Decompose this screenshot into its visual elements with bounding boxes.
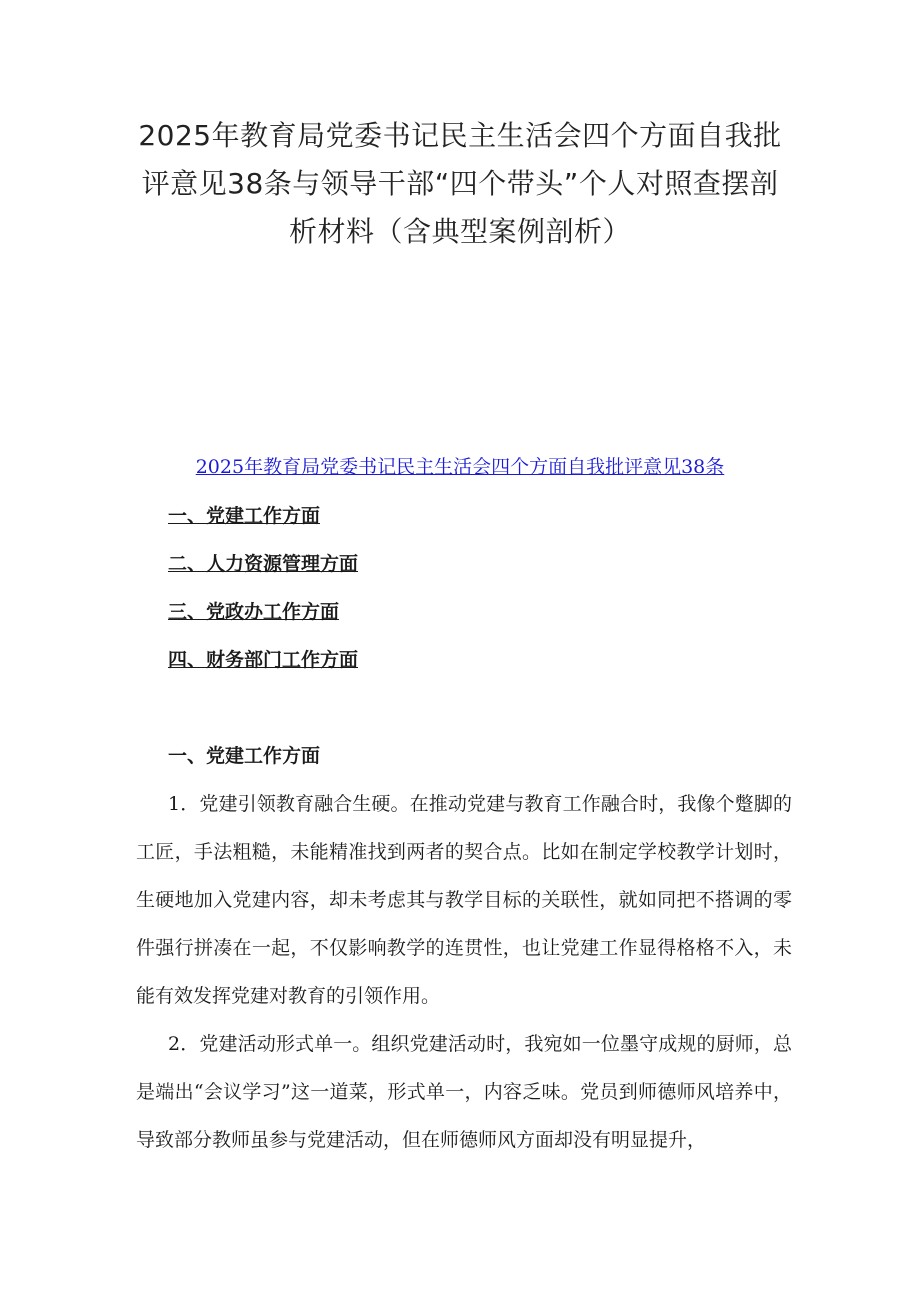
toc-heading-link[interactable]: 2025年教育局党委书记民主生活会四个方面自我批评意见38条 — [195, 456, 725, 478]
toc-item-human-resources[interactable]: 二、人力资源管理方面 — [168, 553, 359, 575]
toc-item-party-office[interactable]: 三、党政办工作方面 — [168, 601, 340, 623]
document-title: 2025年教育局党委书记民主生活会四个方面自我批评意见38条与领导干部“四个带头”个人对照查摆剖析材料（含典型案例剖析） — [138, 119, 782, 248]
toc-item-party-building[interactable]: 一、党建工作方面 — [168, 505, 321, 527]
paragraph-1: 1．党建引领教育融合生硬。在推动党建与教育工作融合时，我像个蹩脚的工匠，手法粗糙，未能精准找到两者的契合点。比如在制定学校教学计划时，生硬地加入党建内容，却未考虑其与教学目标的关联性，就如同把不搭调的零件强行拼凑在一起，不仅影响教学的连贯性，也让党建工作显得格格不入，未能有效发挥党建对教育的引领作用。 — [136, 793, 792, 1007]
section-heading: 一、党建工作方面 — [168, 745, 321, 767]
toc-item-finance[interactable]: 四、财务部门工作方面 — [168, 649, 359, 671]
paragraph-2: 2．党建活动形式单一。组织党建活动时，我宛如一位墨守成规的厨师，总是端出“会议学习”这一道菜，形式单一，内容乏味。党员到师德师风培养中，导致部分教师虽参与党建活动，但在师德师风方面却没有明显提升， — [136, 1033, 792, 1151]
